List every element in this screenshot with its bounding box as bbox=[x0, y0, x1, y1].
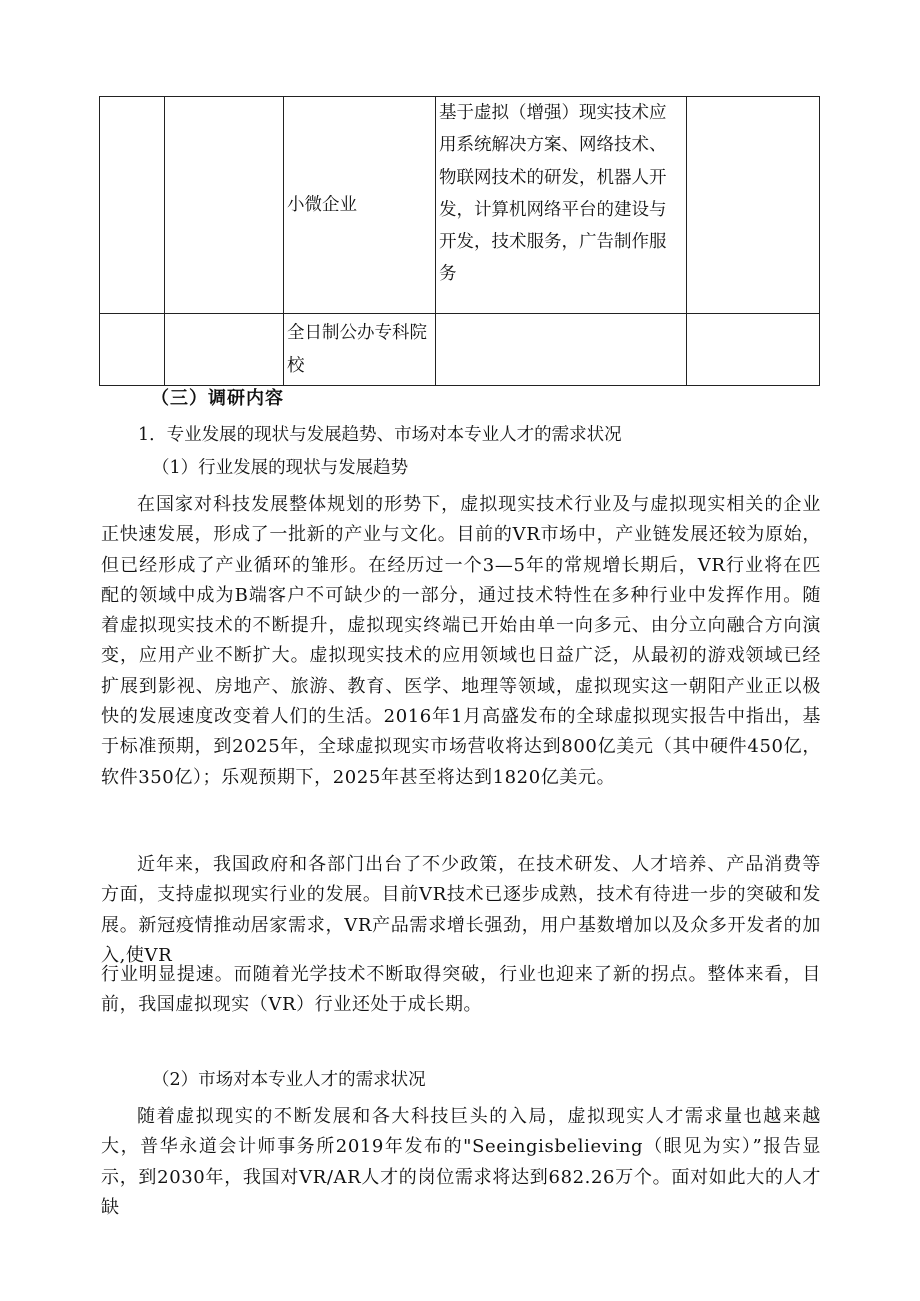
table-cell bbox=[165, 314, 284, 386]
paragraph: 随着虚拟现实的不断发展和各大科技巨头的入局，虚拟现实人才需求量也越来越大，普华永道会计师事务所2019年发布的"Seeingisbelieving（眼见为实）”报告显示，到2030年，我国对VR/AR人才的岗位需求将达到682.26万个。面对如此大的人才缺 bbox=[101, 1106, 821, 1218]
enterprise-table bbox=[99, 96, 820, 386]
table-row bbox=[100, 314, 820, 386]
table-cell bbox=[100, 97, 165, 314]
sub-subsection-heading: （1）行业发展的现状与发展趋势 bbox=[152, 458, 409, 478]
table-cell-enterprise-type: 小微企业 bbox=[284, 97, 436, 314]
table-cell bbox=[436, 314, 687, 386]
subsection-heading: 1．专业发展的现状与发展趋势、市场对本专业人才的需求状况 bbox=[138, 425, 622, 445]
table-cell-business-scope: 基于虚拟（增强）现实技术应用系统解决方案、网络技术、物联网技术的研发，机器人开发，计算机网络平台的建设与开发，技术服务，广告制作服务 bbox=[436, 97, 687, 314]
table-cell bbox=[100, 314, 165, 386]
table-row bbox=[100, 97, 820, 314]
section-title: （三）调研内容 bbox=[151, 388, 284, 409]
sub-subsection-heading: （2）市场对本专业人才的需求状况 bbox=[152, 1070, 426, 1090]
table-cell bbox=[165, 97, 284, 314]
paragraph: 在国家对科技发展整体规划的形势下，虚拟现实技术行业及与虚拟现实相关的企业正快速发展，形成了一批新的产业与文化。目前的VR市场中，产业链发展还较为原始，但已经形成了产业循环的雏形。在经历过一个3—5年的常规增长期后，VR行业将在匹配的领域中成为B端客户不可缺少的一部分，通过技术特性在多种行业中发挥作用。随着虚拟现实技术的不断提升，虚拟现实终端已开始由单一向多元、由分立向融合方向演变，应用产业不断扩大。虚拟现实技术的应用领域也日益广泛，从最初的游戏领域已经扩展到影视、房地产、旅游、教育、医学、地理等领域，虚拟现实这一朝阳产业正以极快的发展速度改变着人们的生活。2016年1月高盛发布的全球虚拟现实报告中指出，基于标准预期，到2025年，全球虚拟现实市场营收将达到800亿美元（其中硬件450亿，软件350亿）；乐观预期下，2025年甚至将达到1820亿美元。 bbox=[101, 494, 821, 788]
paragraph-line: 行业明显提速。而随着光学技术不断取得突破，行业也迎来了新的拐点。整体来看，目前，我国虚拟现实（VR）行业还处于成长期。 bbox=[101, 964, 821, 1016]
table-cell bbox=[687, 97, 820, 314]
paragraph: 近年来，我国政府和各部门出台了不少政策，在技术研发、人才培养、产品消费等方面，支持虚拟现实行业的发展。目前VR技术已逐步成熟，技术有待进一步的突破和发展。新冠疫情推动居家需求，VR产品需求增长强劲，用户基数增加以及众多开发者的加入,使VR bbox=[101, 854, 821, 966]
table-cell-enterprise-type: 全日制公办专科院校 bbox=[284, 314, 436, 386]
table-cell bbox=[687, 314, 820, 386]
